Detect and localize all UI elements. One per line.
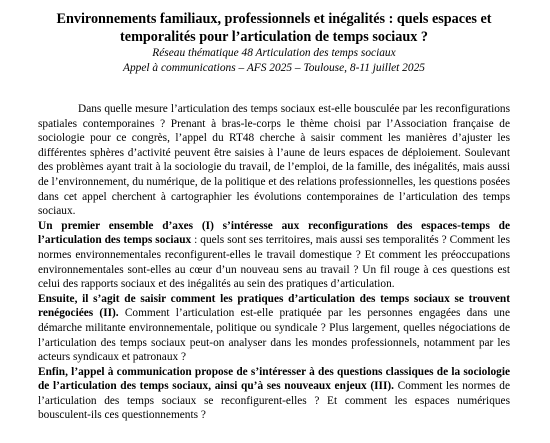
network-subtitle: Réseau thématique 48 Articulation des temps sociaux (152, 47, 396, 59)
axis-two-text: Comment l’articulation est-elle pratiquée par les personnes engagées dans une démarche militante environnementale, politique ou syndicale ? Plus largement, quelles négociations de l’articulation des temps sociaux peut-on analyser dans les mondes professionnels, notamment par les acteurs syndicaux et patronaux ? (38, 307, 510, 364)
axis-two-paragraph (38, 292, 510, 365)
axis-three-heading: Enfin, l’appel à communication propose de s’intéresser à des questions classiques de la sociologie de l’articulation des temps sociaux, ainsi qu’à ses nouveaux enjeux (III). (38, 365, 510, 393)
document-title: Environnements familiaux, professionnels et inégalités : quels espaces et temporalités pour l’articulation de temps sociaux ? (56, 11, 492, 45)
axis-two-heading: Ensuite, il s’agit de saisir comment les pratiques d’articulation des temps sociaux se trouvent renégociées (II). (38, 292, 510, 320)
call-subtitle: Appel à communications – AFS 2025 – Toulouse, 8-11 juillet 2025 (123, 61, 425, 74)
axis-three-paragraph (38, 365, 510, 423)
intro-paragraph: Dans quelle mesure l’articulation des temps sociaux est-elle bousculée par les reconfigurations spatiales contemporaines ? Prenant à bras-le-corps le thème choisi par l’Association française de sociologie pour ce congrès, l’appel du RT48 cherche à saisir comment les manières d’ajuster les différentes sphères d’activité peuvent être saisies à l’aune de leurs espaces de déploiement. Soulevant des problèmes ayant trait à la sociologie du travail, de l’emploi, de la famille, des inégalités, mais aussi de l’environnement, du numérique, de la politique et des relations professionnelles, les questions posées dans cet appel cherchent à cartographier les évolutions contemporaines de l’articulation des temps sociaux. (38, 103, 510, 218)
axis-one-text: : quels sont ses territoires, mais aussi ses temporalités ? Comment les normes environnementales reconfigurent-elles le travail domestique ? Et comment les préoccupations environnementales sont-elles au cœur d’un nouveau sens au travail ? Un fil rouge à ces questions est celui des rapports sociaux et des inégalités au sein des pratiques d’articulation. (38, 234, 510, 291)
axis-one-paragraph (38, 219, 510, 292)
axis-one-heading: Un premier ensemble d’axes (I) s’intéresse aux reconfigurations des espaces-temps de l’articulation des temps sociaux (38, 219, 510, 247)
axis-three-text: Comment les normes de l’articulation des temps sociaux se reconfigurent-elles ? Et comment les espaces numériques bousculent-ils ces questionnements ? (38, 380, 511, 422)
document-body (38, 102, 510, 423)
